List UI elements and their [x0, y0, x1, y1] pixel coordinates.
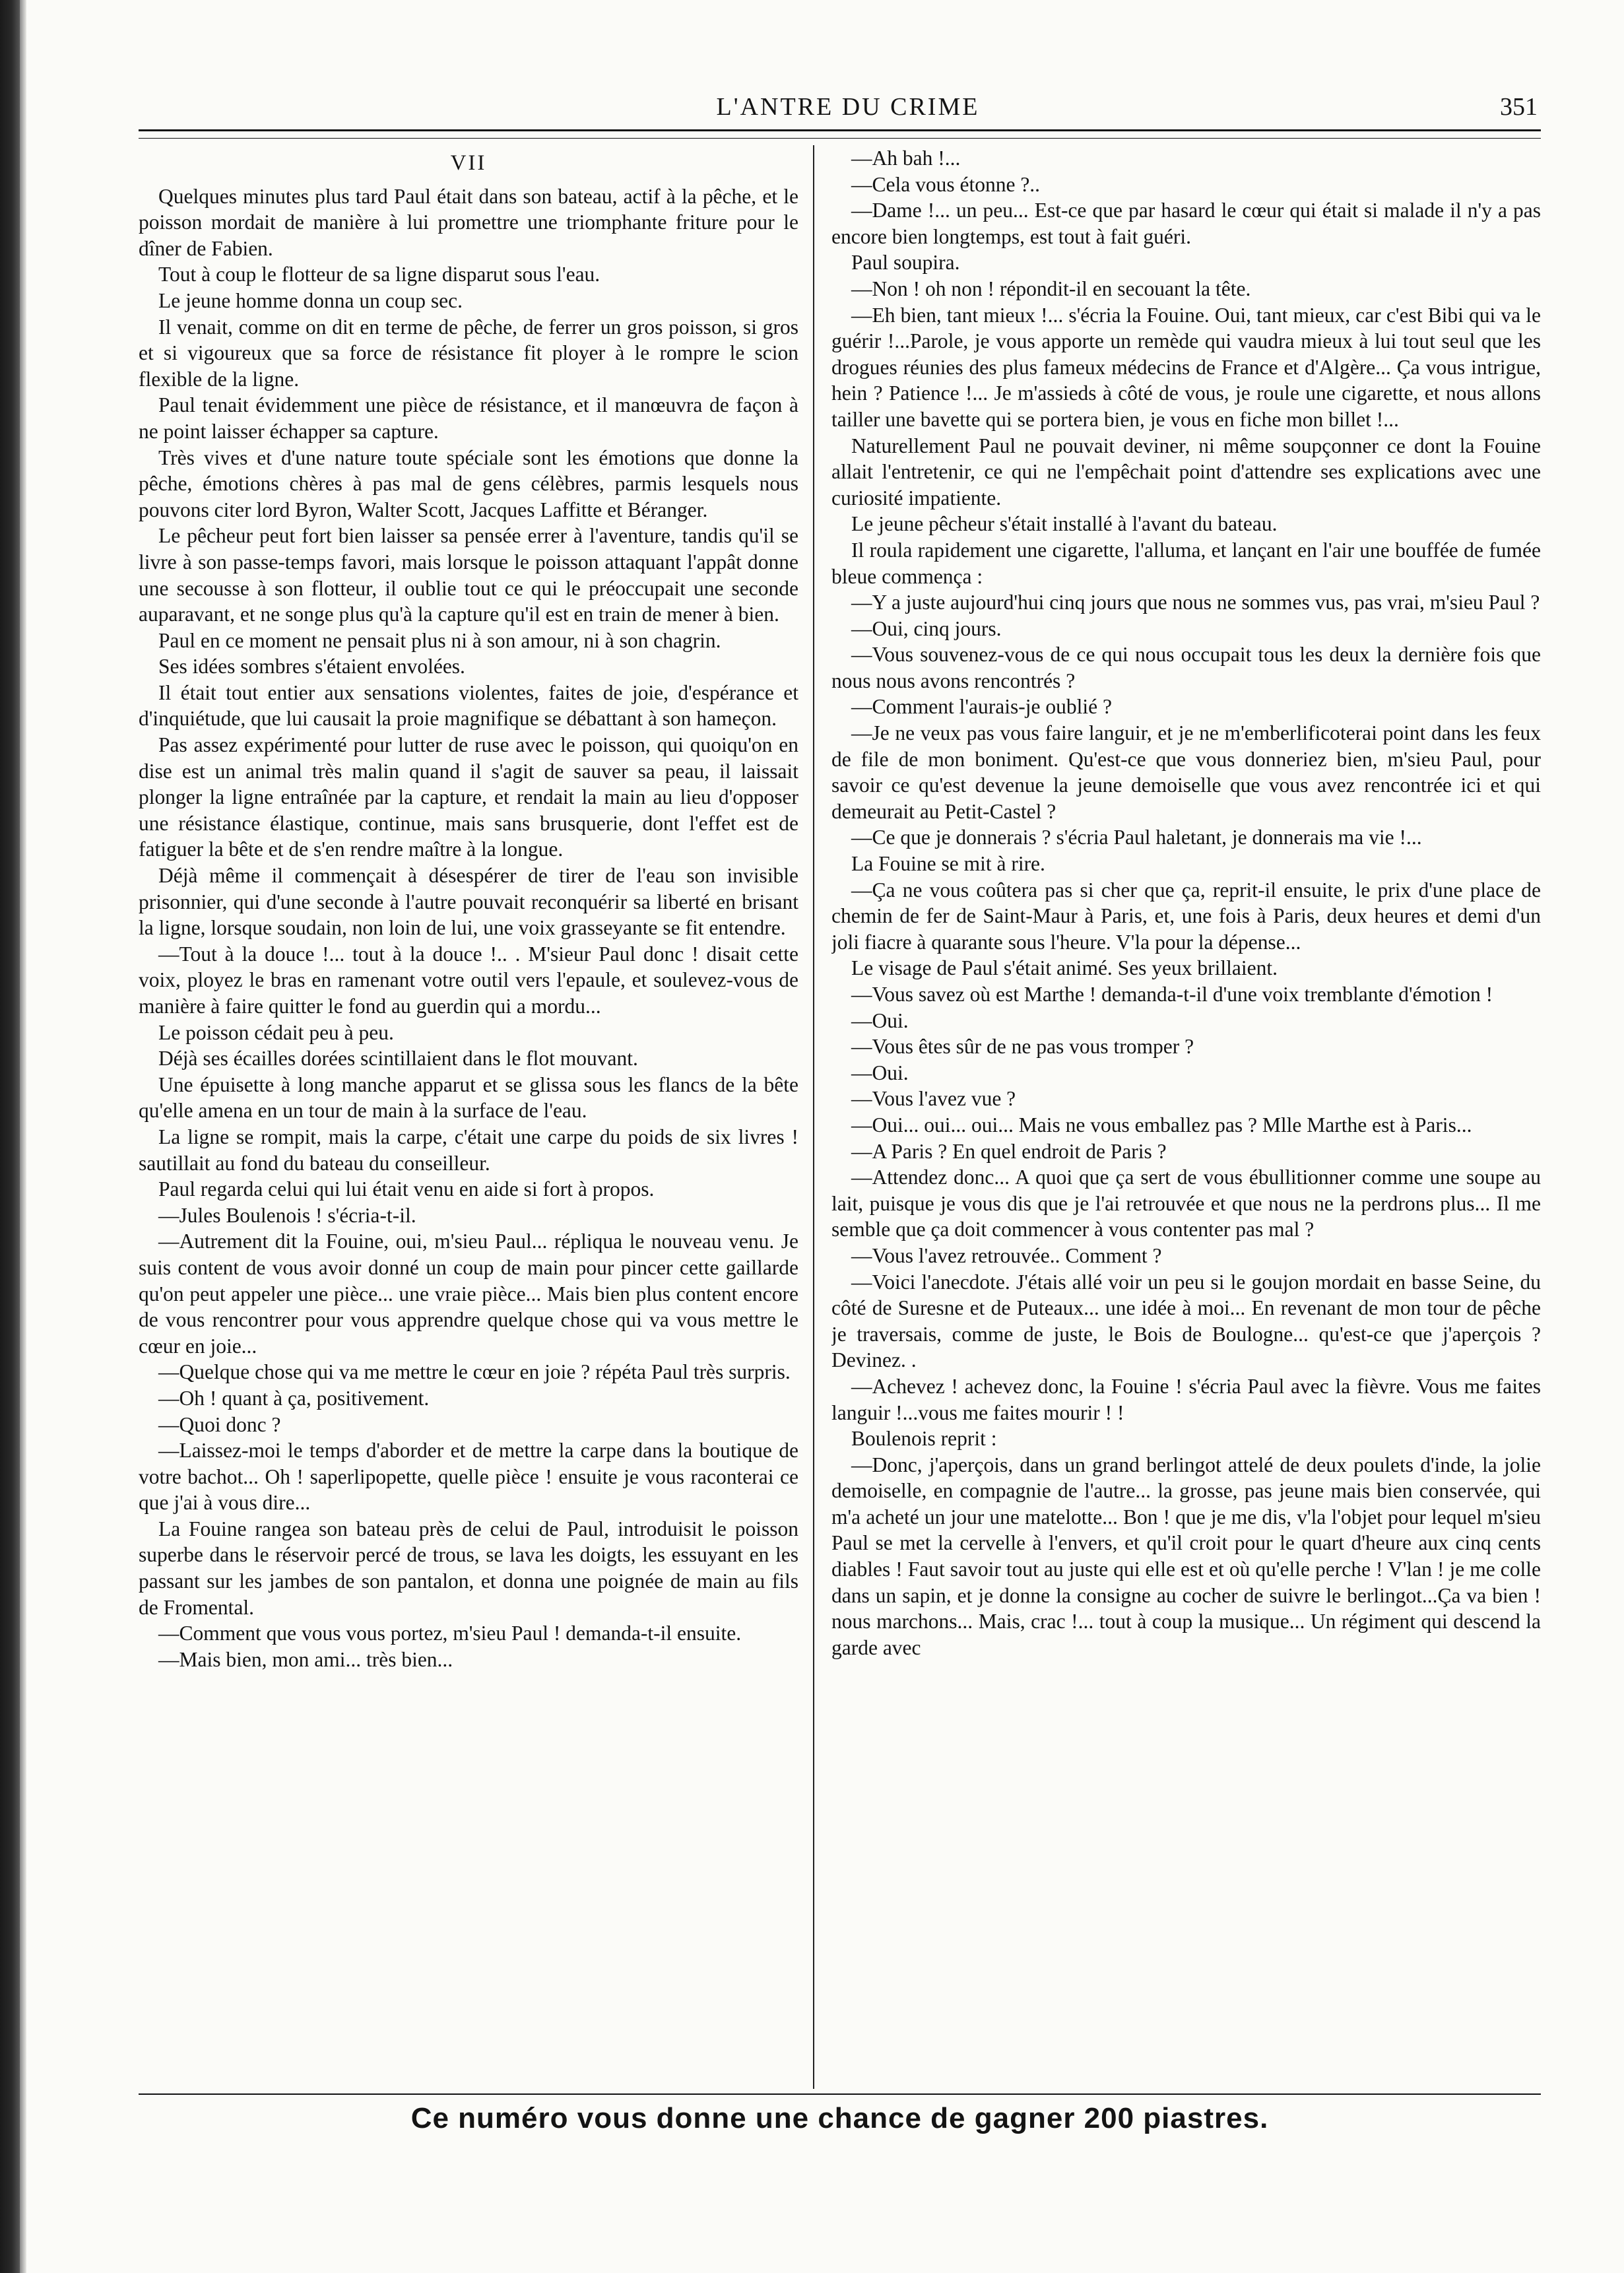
paragraph: —Vous savez où est Marthe ! demanda-t-il d'une voix tremblante d'émotion !	[851, 983, 1493, 1006]
paragraph: Naturellement Paul ne pouvait deviner, ni même soupçonner ce dont la Fouine allait l'entretenir, ce qui ne l'empêchait point d'attendre ses explications avec une curiosité impatiente.	[831, 434, 1541, 510]
paragraph: Il venait, comme on dit en terme de pêche, de ferrer un gros poisson, si gros et si vigoureux que sa force de résistance fit ployer à le rompre le scion flexible de la ligne.	[139, 315, 798, 391]
paragraph: —Y a juste aujourd'hui cinq jours que nous ne sommes vus, pas vrai, m'sieu Paul ?	[851, 591, 1540, 614]
left-column	[139, 145, 798, 2089]
header-rule	[139, 129, 1541, 139]
paragraph: —Ça ne vous coûtera pas si cher que ça, reprit-il ensuite, le prix d'une place de chemin de fer de Saint-Maur à Paris, et, une fois à Paris, deux heures et demi d'un joli fiacre à quarante sous l'heure. V'la pour la dépense...	[831, 878, 1541, 954]
paragraph: Le visage de Paul s'était animé. Ses yeux brillaient.	[851, 956, 1278, 980]
page-header	[158, 92, 1538, 132]
paragraph: Quelques minutes plus tard Paul était dans son bateau, actif à la pêche, et le poisson mordait de manière à lui promettre une triomphante friture pour le dîner de Fabien.	[139, 184, 798, 260]
footer-notice: Ce numéro vous donne une chance de gagner 200 piastres.	[410, 2102, 1269, 2134]
paragraph: —Ah bah !...	[851, 147, 961, 170]
paragraph: Le poisson cédait peu à peu.	[158, 1020, 394, 1044]
paragraph: —Laissez-moi le temps d'aborder et de mettre la carpe dans la boutique de votre bachot... Oh ! saperlipopette, quelle pièce ! ensuite je vous raconterai ce que j'ai à vous dire...	[139, 1439, 798, 1515]
paragraph: —Donc, j'aperçois, dans un grand berlingot attelé de deux poulets d'inde, la jolie demoiselle, en compagnie de l'autre... la grosse, pas jeune mais bien conservée, qui m'a acheté un jour une matelotte... Bon ! que je me dis, v'la l'objet pour lequel m'sieu Paul se met la cervelle à l'envers, et qu'il croit pour le quart d'heure aux cinq cents diables ! Faut savoir tout au juste qui elle est et où qu'elle perche ! V'lan ! je me colle dans un sapin, et je donne la consigne au cocher de suivre le berlingot...Ça va bien ! nous marchons... Mais, crac !... tout à coup la musique... Un régiment qui descend la garde avec	[831, 1453, 1541, 1659]
paragraph: Il roula rapidement une cigarette, l'alluma, et lançant en l'air une bouffée de fumée bleue commença :	[831, 538, 1541, 588]
paragraph: —Mais bien, mon ami... très bien...	[158, 1647, 453, 1671]
paragraph: La Fouine se mit à rire.	[851, 852, 1045, 876]
paragraph: —Vous souvenez-vous de ce qui nous occupait tous les deux la dernière fois que nous nous avons rencontrés ?	[831, 643, 1541, 692]
book-spine-shadow	[20, 0, 26, 2273]
paragraph: —Je ne veux pas vous faire languir, et je ne m'emberlificoterai point dans les feux de file de mon boniment. Qu'est-ce que vous donneriez bien, m'sieu Paul, pour savoir ce qu'est devenue la jeune demoiselle que vous avez rencontrée ici et qui demeurait au Petit-Castel ?	[831, 721, 1541, 823]
paragraph: Très vives et d'une nature toute spéciale sont les émotions que donne la pêche, émotions chères à pas mal de gens célèbres, parmis lesquels nous pouvons citer lord Byron, Walter Scott, Jacques Laffitte et Béranger.	[139, 445, 798, 521]
paragraph: —Comment que vous vous portez, m'sieu Paul ! demanda-t-il ensuite.	[158, 1622, 742, 1645]
paragraph: Il était tout entier aux sensations violentes, faites de joie, d'espérance et d'inquiétude, que lui causait la proie magnifique se débattant à son hameçon.	[139, 680, 798, 731]
left-paragraphs	[139, 183, 798, 1673]
paragraph: La ligne se rompit, mais la carpe, c'était une carpe du poids de six livres ! sautillait au fond du bateau du conseilleur.	[139, 1125, 798, 1175]
paragraph: —Oui.	[851, 1008, 909, 1032]
paragraph: —Tout à la douce !... tout à la douce !.. . M'sieur Paul donc ! disait cette voix, ployez le bras en ramenant votre outil vers l'epaule, et soulevez-vous de manière à faire quitter le fond au guerdin qui a mordu...	[139, 942, 798, 1018]
paragraph: Une épuisette à long manche apparut et se glissa sous les flancs de la bête qu'elle amena en un tour de main à la surface de l'eau.	[139, 1072, 798, 1123]
paragraph: —Achevez ! achevez donc, la Fouine ! s'écria Paul avec la fièvre. Vous me faites languir !...vous me faites mourir ! !	[831, 1374, 1541, 1424]
paragraph: —Eh bien, tant mieux !... s'écria la Fouine. Oui, tant mieux, car c'est Bibi qui va le guérir !...Parole, je vous apporte un remède qui vaudra mieux à lui tout seul que les drogues réunies des plus fameux médecins de France et d'Algère... Ça vous intrigue, hein ? Patience !... Je m'assieds à côté de vous, je roule une cigarette, et nous allons tailler une bavette qui se portera bien, je vous en fiche mon billet !...	[831, 303, 1541, 431]
paragraph: —Jules Boulenois ! s'écria-t-il.	[158, 1203, 416, 1227]
paragraph: Paul soupira.	[851, 251, 960, 275]
paragraph: —Ce que je donnerais ? s'écria Paul haletant, je donnerais ma vie !...	[851, 826, 1422, 849]
paragraph: —Quoi donc ?	[158, 1412, 281, 1436]
paragraph: —Non ! oh non ! répondit-il en secouant la tête.	[851, 277, 1251, 300]
paragraph: Paul en ce moment ne pensait plus ni à son amour, ni à son chagrin.	[158, 628, 721, 652]
paragraph: Paul tenait évidemment une pièce de résistance, et il manœuvra de façon à ne point laisser échapper sa capture.	[139, 393, 798, 443]
running-title: L'ANTRE DU CRIME	[716, 93, 980, 121]
paragraph: —Oui.	[851, 1061, 909, 1084]
paragraph: —Autrement dit la Fouine, oui, m'sieu Paul... répliqua le nouveau venu. Je suis content de vous avoir donné un coup de main pour pincer cette gaillarde qu'on peut appeler une pièce... une vraie pièce... Mais bien plus content encore de vous rencontrer pour vous apprendre quelque chose qui va vous mettre le cœur en joie...	[139, 1230, 798, 1358]
column-divider	[813, 145, 814, 2089]
paragraph: —Dame !... un peu... Est-ce que par hasard le cœur qui était si malade il n'y a pas encore bien longtemps, est tout à fait guéri.	[831, 199, 1541, 248]
paragraph: —Oui, cinq jours.	[851, 616, 1002, 640]
paragraph: Ses idées sombres s'étaient envolées.	[158, 655, 465, 678]
paragraph: —Oui... oui... oui... Mais ne vous emballez pas ? Mlle Marthe est à Paris...	[851, 1113, 1472, 1136]
footer-rule	[139, 2093, 1541, 2095]
paragraph: Le jeune pêcheur s'était installé à l'avant du bateau.	[851, 512, 1278, 536]
paragraph: Boulenois reprit :	[851, 1427, 997, 1451]
book-spine-edge	[0, 0, 20, 2273]
right-column	[831, 145, 1541, 2089]
paragraph: —Attendez donc... A quoi que ça sert de vous ébullitionner comme une soupe au lait, puisque je vous dis que je l'ai retrouvée et que nous ne la perdrons plus... Il me semble que ça doit commencer à vous contenter pas mal ?	[831, 1166, 1541, 1241]
paragraph: —Quelque chose qui va me mettre le cœur en joie ? répéta Paul très surpris.	[158, 1360, 791, 1384]
paragraph: —A Paris ? En quel endroit de Paris ?	[851, 1139, 1167, 1163]
paragraph: Pas assez expérimenté pour lutter de ruse avec le poisson, qui quoiqu'on en dise est un animal très malin quand il s'agit de sauver sa peau, il laissait plonger la ligne entraînée par la capture, et rendait la main au lieu d'opposer une résistance élastique, continue, mais sans brusquerie, dont l'effet est de fatiguer la bête et de s'en rendre maître à la longue.	[139, 733, 798, 861]
paragraph: —Cela vous étonne ?..	[851, 172, 1041, 196]
paragraph: —Voici l'anecdote. J'étais allé voir un peu si le goujon mordait en basse Seine, du côté de Suresne et de Puteaux... une idée à moi... En revenant de mon tour de pêche je traversais, comme de juste, le Bois de Boulogne... qu'est-ce que j'aperçois ? Devinez. .	[831, 1270, 1541, 1372]
paragraph: —Vous l'avez retrouvée.. Comment ?	[851, 1243, 1162, 1267]
right-paragraphs	[831, 145, 1541, 1661]
paragraph: Le pêcheur peut fort bien laisser sa pensée errer à l'aventure, tandis qu'il se livre à son passe-temps favori, mais lorsque le poisson attaquant l'appât donne une secousse à son flotteur, il oublie tout ce qui le préoccupait une seconde auparavant, et ne songe plus qu'à la capture qu'il est en train de mener à bien.	[139, 524, 798, 626]
paragraph: —Vous êtes sûr de ne pas vous tromper ?	[851, 1035, 1194, 1059]
paragraph: —Comment l'aurais-je oublié ?	[851, 695, 1112, 719]
paragraph: —Oh ! quant à ça, positivement.	[158, 1386, 430, 1410]
chapter-heading: VII	[450, 151, 487, 175]
paragraph: Tout à coup le flotteur de sa ligne disparut sous l'eau.	[158, 263, 601, 286]
paragraph: Déjà ses écailles dorées scintillaient dans le flot mouvant.	[158, 1047, 638, 1071]
paragraph: Le jeune homme donna un coup sec.	[158, 288, 463, 312]
paragraph: Déjà même il commençait à désespérer de tirer de l'eau son invisible prisonnier, qui d'une seconde à l'autre pouvait reconquérir sa liberté en brisant la ligne, lorsque soudain, non loin de lui, une voix grasseyante se fit entendre.	[139, 864, 798, 940]
paragraph: La Fouine rangea son bateau près de celui de Paul, introduisit le poisson superbe dans le réservoir percé de trous, se lava les doigts, les essuyant en les passant sur les jambes de son pantalon, et donna une poignée de main au fils de Fromental.	[139, 1517, 798, 1619]
paragraph: Paul regarda celui qui lui était venu en aide si fort à propos.	[158, 1177, 655, 1201]
paragraph: —Vous l'avez vue ?	[851, 1087, 1016, 1111]
page-number: 351	[1500, 93, 1538, 121]
